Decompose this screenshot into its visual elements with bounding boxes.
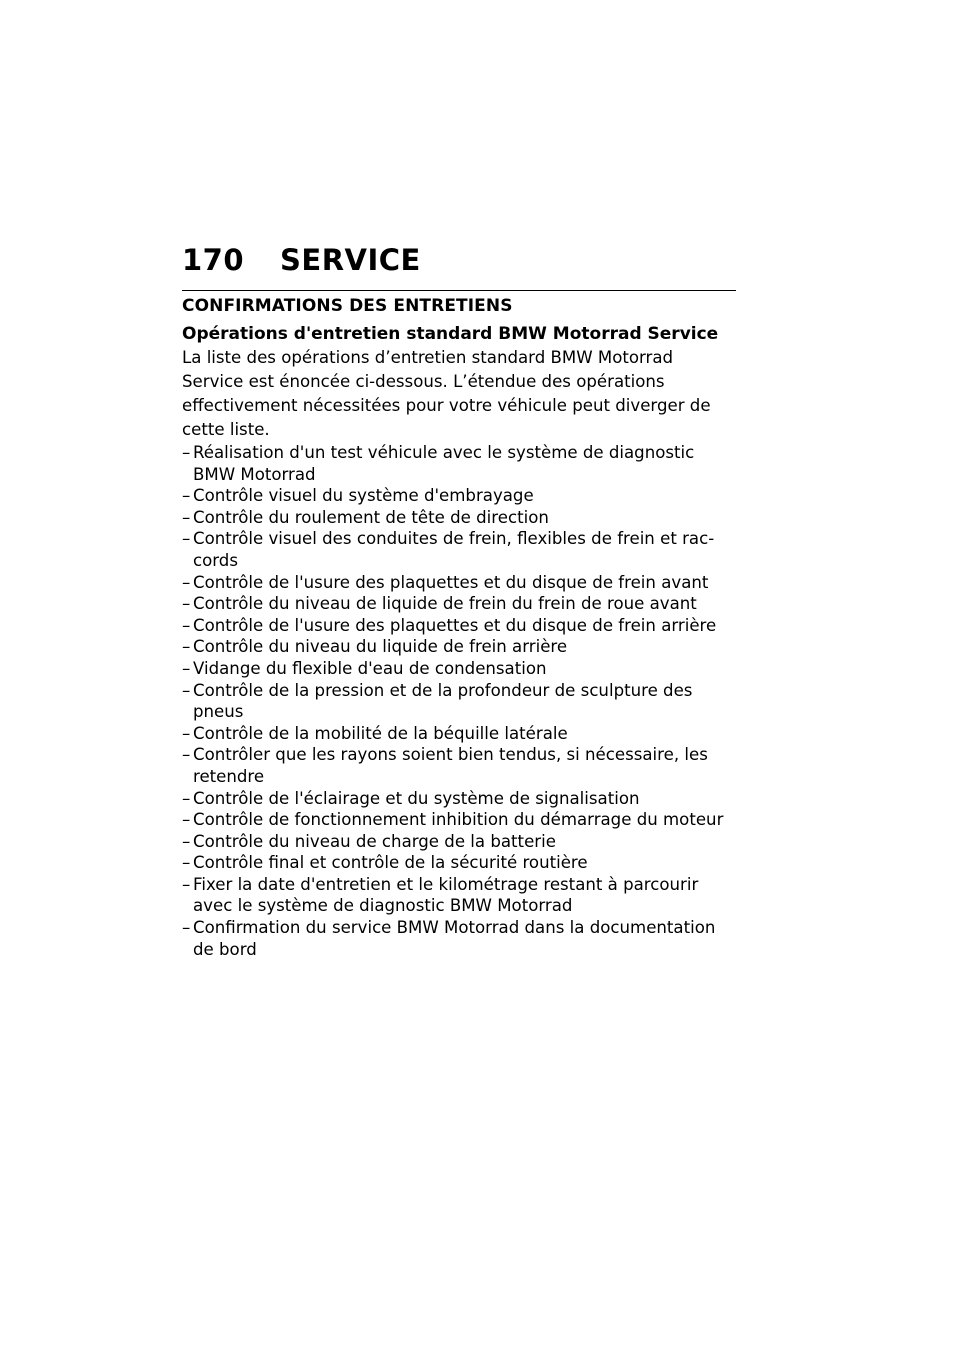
list-item bbox=[182, 744, 736, 787]
list-item-text: Contrôle final et contrôle de la sécurité routière bbox=[193, 853, 588, 873]
list-item bbox=[182, 809, 736, 831]
list-item-text: Contrôle de la pression et de la profondeur de sculpture des bbox=[193, 680, 693, 700]
bullet-dash: – bbox=[182, 658, 191, 678]
list-item-text: BMW Motorrad bbox=[193, 464, 316, 484]
list-item-text: de bord bbox=[193, 939, 257, 959]
list-item-text: Contrôler que les rayons soient bien tendus, si nécessaire, les bbox=[193, 745, 708, 765]
bullet-dash: – bbox=[182, 723, 191, 743]
bullet-dash: – bbox=[182, 615, 191, 635]
list-item-text: Confirmation du service BMW Motorrad dans la documentation bbox=[193, 918, 716, 938]
header-divider bbox=[182, 290, 736, 291]
list-item bbox=[182, 442, 736, 485]
bullet-dash: – bbox=[182, 637, 191, 657]
bullet-dash: – bbox=[182, 918, 191, 938]
list-item-text: Fixer la date d'entretien et le kilométrage restant à parcourir bbox=[193, 874, 699, 894]
bullet-dash: – bbox=[182, 680, 191, 700]
list-item bbox=[182, 485, 736, 507]
list-item bbox=[182, 852, 736, 874]
list-item-text: Contrôle du niveau de liquide de frein du frein de roue avant bbox=[193, 594, 697, 614]
bullet-dash: – bbox=[182, 443, 191, 462]
section-subtitle: Opérations d'entretien standard BMW Motorrad Service bbox=[182, 324, 719, 344]
list-item bbox=[182, 528, 736, 571]
list-item-text: pneus bbox=[193, 702, 244, 722]
intro-line: Service est énoncée ci-dessous. L’étendue des opérations bbox=[182, 372, 665, 391]
list-item bbox=[182, 874, 736, 917]
bullet-dash: – bbox=[182, 529, 191, 549]
list-item bbox=[182, 788, 736, 810]
bullet-dash: – bbox=[182, 788, 191, 808]
section-title: CONFIRMATIONS DES ENTRETIENS bbox=[182, 296, 513, 316]
page-number: 170 bbox=[182, 243, 245, 277]
bullet-dash: – bbox=[182, 810, 191, 830]
bullet-dash: – bbox=[182, 507, 191, 527]
maintenance-list bbox=[182, 442, 736, 960]
list-item bbox=[182, 723, 736, 745]
list-item-text: Contrôle de l'éclairage et du système de signalisation bbox=[193, 788, 640, 808]
list-item bbox=[182, 636, 736, 658]
list-item-text: retendre bbox=[193, 766, 265, 786]
intro-line: cette liste. bbox=[182, 420, 270, 439]
list-item bbox=[182, 615, 736, 637]
list-item bbox=[182, 593, 736, 615]
list-item-text: Contrôle visuel du système d'embrayage bbox=[193, 486, 534, 506]
intro-line: effectivement nécessitées pour votre véhicule peut diverger de bbox=[182, 396, 711, 415]
bullet-dash: – bbox=[182, 831, 191, 851]
list-item bbox=[182, 680, 736, 723]
bullet-dash: – bbox=[182, 874, 191, 894]
list-item-text: Réalisation d'un test véhicule avec le système de diagnostic bbox=[193, 443, 695, 462]
bullet-dash: – bbox=[182, 572, 191, 592]
list-item-text: cords bbox=[193, 550, 238, 570]
list-item bbox=[182, 917, 736, 960]
bullet-dash: – bbox=[182, 853, 191, 873]
bullet-dash: – bbox=[182, 745, 191, 765]
bullet-dash: – bbox=[182, 486, 191, 506]
list-item bbox=[182, 658, 736, 680]
list-item-text: Vidange du flexible d'eau de condensation bbox=[193, 658, 547, 678]
list-item-text: avec le système de diagnostic BMW Motorrad bbox=[193, 896, 573, 916]
list-item bbox=[182, 572, 736, 594]
list-item-text: Contrôle du niveau de charge de la batterie bbox=[193, 831, 556, 851]
list-item-text: Contrôle de l'usure des plaquettes et du disque de frein avant bbox=[193, 572, 709, 592]
list-item-text: Contrôle de fonctionnement inhibition du démarrage du moteur bbox=[193, 810, 724, 830]
list-item bbox=[182, 831, 736, 853]
intro-line: La liste des opérations d’entretien standard BMW Motorrad bbox=[182, 348, 674, 367]
page-header bbox=[182, 236, 736, 284]
list-item-text: Contrôle du niveau du liquide de frein arrière bbox=[193, 637, 568, 657]
list-item-text: Contrôle de la mobilité de la béquille latérale bbox=[193, 723, 568, 743]
list-item-text: Contrôle visuel des conduites de frein, flexibles de frein et rac- bbox=[193, 529, 715, 549]
manual-page bbox=[182, 236, 736, 960]
intro-paragraph bbox=[182, 346, 736, 442]
list-item bbox=[182, 507, 736, 529]
chapter-title: SERVICE bbox=[280, 243, 421, 277]
list-item-text: Contrôle du roulement de tête de direction bbox=[193, 507, 549, 527]
list-item-text: Contrôle de l'usure des plaquettes et du disque de frein arrière bbox=[193, 615, 717, 635]
bullet-dash: – bbox=[182, 594, 191, 614]
